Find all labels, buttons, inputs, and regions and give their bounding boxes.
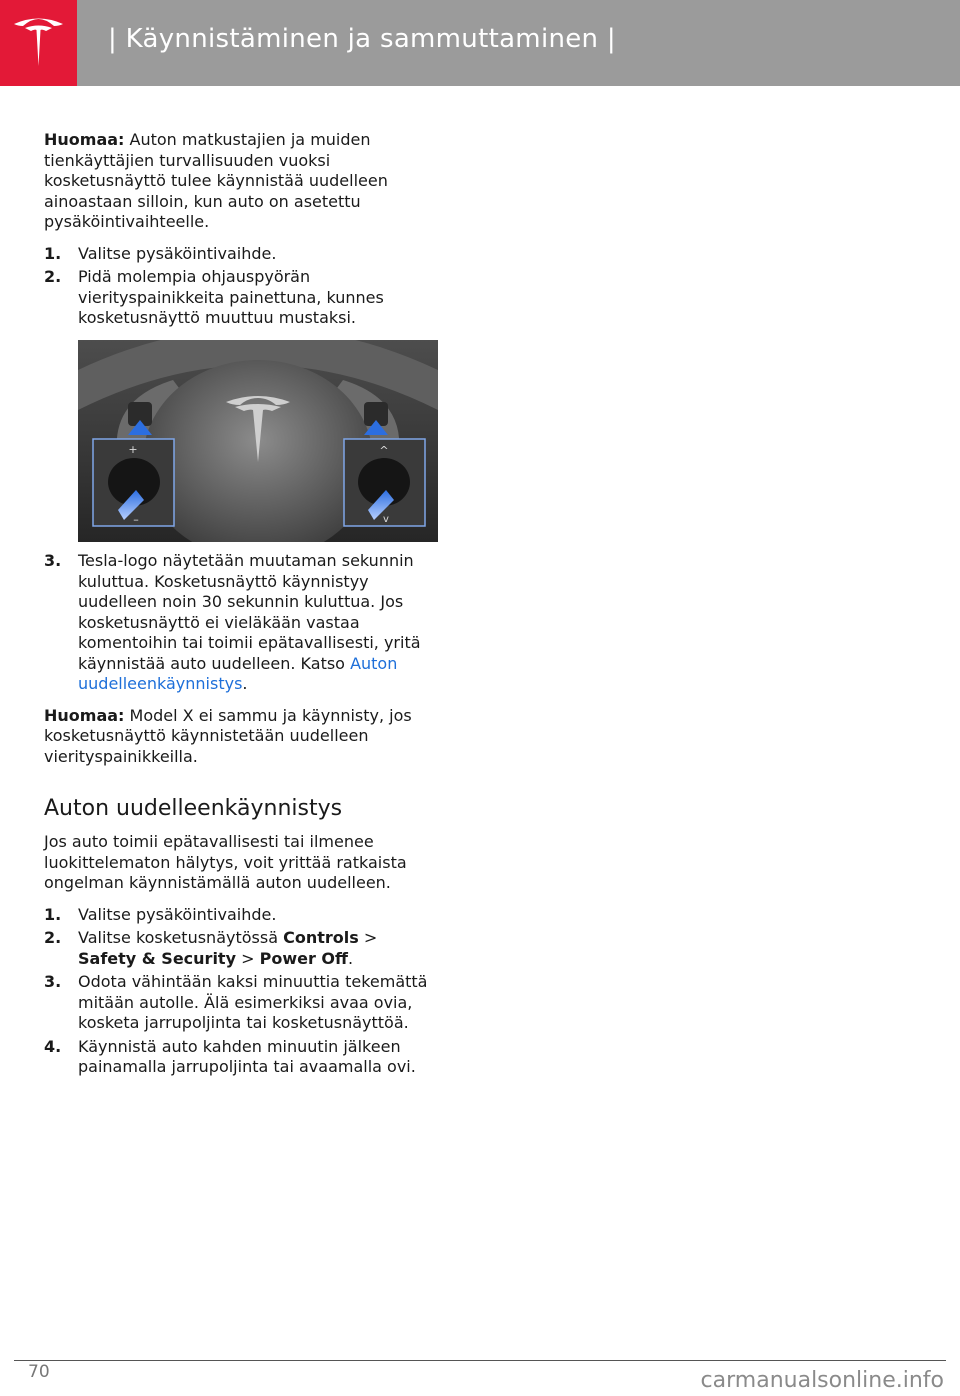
list-number: 3.	[44, 551, 62, 570]
note-text: Model X ei sammu ja käynnisty, jos kosketusnäyttö käynnistetään uudelleen vierityspainikkeilla.	[44, 705, 412, 766]
list-item	[44, 905, 440, 926]
note-label: Huomaa:	[44, 130, 125, 149]
left-plus-label: +	[128, 443, 138, 456]
watermark: carmanualsonline.info	[700, 1368, 944, 1393]
path-separator: >	[358, 928, 378, 947]
list-text: Valitse pysäköintivaihde.	[78, 243, 277, 263]
menu-path-safety: Safety & Security	[78, 948, 237, 968]
list-item	[44, 972, 440, 1034]
page-number: 70	[28, 1362, 50, 1382]
list-text-end: .	[242, 674, 248, 693]
brand-logo	[0, 0, 77, 86]
list-number: 4.	[44, 1036, 62, 1056]
list-item	[44, 551, 440, 695]
right-up-label: ^	[379, 444, 389, 457]
list-text-end: .	[347, 948, 354, 968]
menu-path-controls: Controls	[283, 928, 359, 947]
list-item	[44, 928, 440, 969]
content-column-top	[44, 130, 440, 329]
list-number: 1.	[44, 904, 62, 924]
steering-wheel-figure	[78, 340, 438, 542]
list-item	[44, 267, 440, 329]
list-text: Valitse pysäköintivaihde.	[78, 904, 277, 924]
list-text: Valitse kosketusnäytössä	[78, 928, 284, 947]
note-paragraph	[44, 130, 440, 233]
right-down-label: v	[383, 514, 389, 525]
note-label: Huomaa:	[44, 705, 125, 725]
tesla-logo-icon	[10, 14, 67, 72]
restart-link[interactable]: Auton uudelleenkäynnistys	[78, 653, 398, 693]
list-text: Odota vähintään kaksi minuuttia tekemättä mitään autolle. Älä esimerkiksi avaa ovia, kosketa jarrupoljinta tai kosketusnäyttöä.	[78, 972, 428, 1032]
left-minus-label: –	[133, 513, 139, 526]
menu-path-power-off: Power Off	[259, 948, 348, 968]
list-number: 2.	[44, 928, 62, 947]
section-title: | Käynnistäminen ja sammuttaminen |	[108, 24, 616, 54]
list-number: 2.	[44, 267, 62, 286]
list-item	[44, 244, 440, 265]
section-heading: Auton uudelleenkäynnistys	[44, 796, 343, 821]
intro-paragraph: Jos auto toimii epätavallisesti tai ilmenee luokittelematon hälytys, voit yrittää ratkaista ongelman käynnistämällä auton uudelleen.	[44, 832, 407, 892]
note-text: Auton matkustajien ja muiden tienkäyttäjien turvallisuuden vuoksi kosketusnäyttö tulee käynnistää uudelleen ainoastaan silloin, kun auto on asetettu pysäköintivaihteelle.	[44, 130, 388, 231]
list-text: Tesla-logo näytetään muutaman sekunnin kuluttua. Kosketusnäyttö käynnistyy uudelleen noin 30 sekunnin kuluttua. Jos kosketusnäyttö ei vieläkään vastaa komentoihin tai toimii epätavallisesti, yritä käynnistää auto uudelleen. Katso	[78, 551, 421, 673]
list-number: 1.	[44, 243, 62, 263]
path-separator: >	[236, 948, 260, 968]
list-item	[44, 1037, 440, 1078]
list-number: 3.	[44, 972, 62, 991]
content-column-bottom	[44, 551, 440, 1078]
footer-divider	[14, 1360, 946, 1361]
list-text: Pidä molempia ohjauspyörän vierityspainikkeita painettuna, kunnes kosketusnäyttö muuttuu mustaksi.	[78, 267, 384, 327]
list-text: Käynnistä auto kahden minuutin jälkeen painamalla jarrupoljinta tai avaamalla ovi.	[78, 1036, 416, 1076]
note-paragraph	[44, 706, 440, 768]
page-header	[0, 0, 960, 86]
